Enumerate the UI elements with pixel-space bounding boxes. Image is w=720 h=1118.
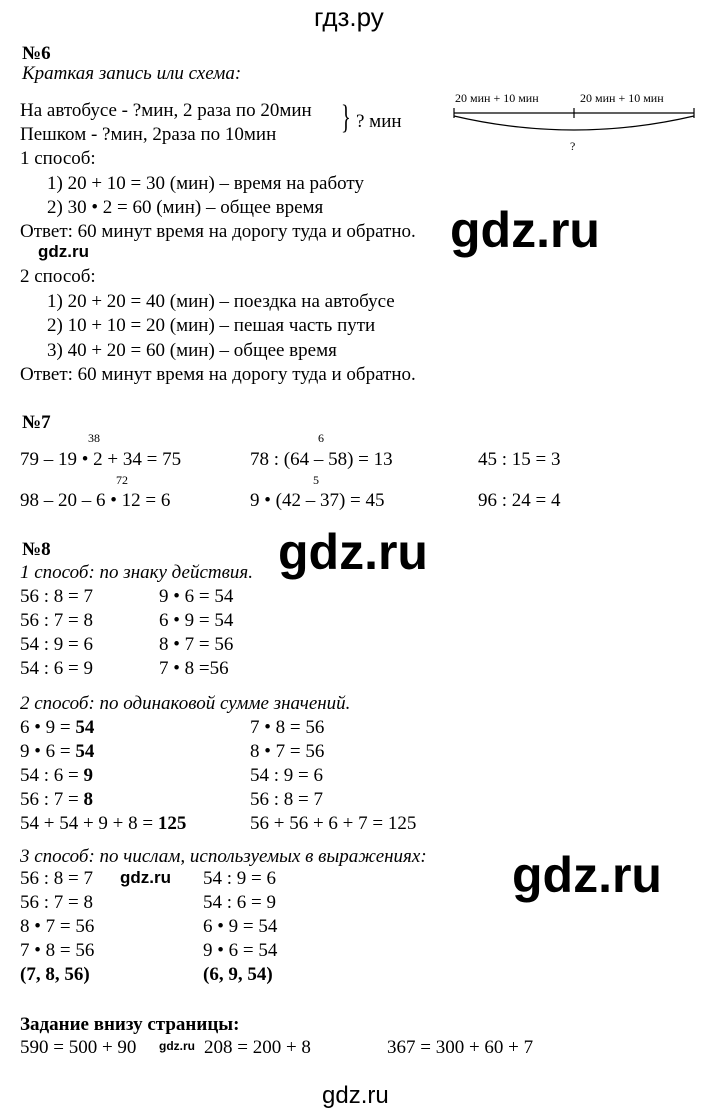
task8-method3-right: 54 : 6 = 9 <box>203 892 276 913</box>
footer-watermark: gdz.ru <box>322 1082 389 1109</box>
task8-method2-left: 54 + 54 + 9 + 8 = 125 <box>20 813 187 834</box>
task8-method3-label: 3 способ: по числам, используемых в выражениях: <box>20 846 427 867</box>
task8-method1-right: 6 • 9 = 54 <box>159 610 234 631</box>
task8-method3-right-summary: (6, 9, 54) <box>203 964 273 985</box>
task7-expr: 79 – 19 • 2 + 34 = 75 <box>20 449 182 470</box>
task8-method2-label: 2 способ: по одинаковой сумме значений. <box>20 693 351 714</box>
task7-expr: 9 • (42 – 37) = 45 <box>250 490 385 511</box>
task6-method2-step: 3) 40 + 20 = 60 (мин) – общее время <box>47 340 337 361</box>
task6-method1-label: 1 способ: <box>20 148 96 169</box>
segment-diagram <box>452 104 698 144</box>
task6-method2-step: 1) 20 + 20 = 40 (мин) – поездка на автобусе <box>47 291 395 312</box>
task8-method2-left: 6 • 9 = 54 <box>20 717 95 738</box>
task6-bus-line: На автобусе - ?мин, 2 раза по 20мин <box>20 100 312 121</box>
task8-method2-right: 8 • 7 = 56 <box>250 741 325 762</box>
watermark-small: gdz.ru <box>120 868 171 887</box>
task7-expr: 78 : (64 – 58) = 13 <box>250 449 393 470</box>
task6-method2-answer: Ответ: 60 минут время на дорогу туда и обратно. <box>20 364 416 385</box>
task7-note: 72 <box>116 473 128 487</box>
watermark-large: gdz.ru <box>450 202 600 258</box>
task8-method1-left: 56 : 8 = 7 <box>20 586 93 607</box>
task8-method3-left-summary: (7, 8, 56) <box>20 964 90 985</box>
task8-method1-right: 9 • 6 = 54 <box>159 586 234 607</box>
watermark-large: gdz.ru <box>512 847 662 903</box>
task8-method3-left: 56 : 8 = 7 <box>20 868 93 889</box>
task7-expr: 98 – 20 – 6 • 12 = 6 <box>20 490 171 511</box>
task8-method3-left: 7 • 8 = 56 <box>20 940 95 961</box>
task7-expr: 96 : 24 = 4 <box>478 490 561 511</box>
task8-method1-left: 56 : 7 = 8 <box>20 610 93 631</box>
task6-title: №6 <box>22 43 51 64</box>
brace-question: ? мин <box>356 111 402 132</box>
task8-method2-right: 56 : 8 = 7 <box>250 789 323 810</box>
task6-method2-step: 2) 10 + 10 = 20 (мин) – пешая часть пути <box>47 315 376 336</box>
task8-title: №8 <box>22 539 51 560</box>
task8-method3-right: 6 • 9 = 54 <box>203 916 278 937</box>
site-header: гдз.ру <box>314 2 384 32</box>
watermark-tiny: gdz.ru <box>159 1039 195 1053</box>
task8-method3-right: 9 • 6 = 54 <box>203 940 278 961</box>
task8-method3-left: 8 • 7 = 56 <box>20 916 95 937</box>
task8-method2-left: 54 : 6 = 9 <box>20 765 93 786</box>
task8-method1-left: 54 : 6 = 9 <box>20 658 93 679</box>
task7-note: 5 <box>313 473 319 487</box>
task8-method1-right: 8 • 7 = 56 <box>159 634 234 655</box>
watermark-large: gdz.ru <box>278 524 428 580</box>
task7-note: 38 <box>88 431 100 445</box>
task6-method2-label: 2 способ: <box>20 266 96 287</box>
task7-expr: 45 : 15 = 3 <box>478 449 561 470</box>
task8-method1-label: 1 способ: по знаку действия. <box>20 562 253 583</box>
diagram-total-label: ? <box>570 139 576 153</box>
task8-method1-left: 54 : 9 = 6 <box>20 634 93 655</box>
task6-walk-line: Пешком - ?мин, 2раза по 10мин <box>20 124 277 145</box>
task8-method3-right: 54 : 9 = 6 <box>203 868 276 889</box>
task8-method2-right: 7 • 8 = 56 <box>250 717 325 738</box>
diagram-segment-label-2: 20 мин + 10 мин <box>580 91 664 105</box>
curly-brace: } <box>341 99 351 136</box>
task8-method1-right: 7 • 8 =56 <box>159 658 229 679</box>
task7-title: №7 <box>22 412 51 433</box>
bottom-task-item: 590 = 500 + 90 <box>20 1037 137 1058</box>
bottom-task-item: 208 = 200 + 8 <box>204 1037 311 1058</box>
task8-method3-left: 56 : 7 = 8 <box>20 892 93 913</box>
bottom-task-title: Задание внизу страницы: <box>20 1014 240 1035</box>
task6-method1-step: 2) 30 • 2 = 60 (мин) – общее время <box>47 197 324 218</box>
task8-method2-left: 56 : 7 = 8 <box>20 789 93 810</box>
task6-method1-step: 1) 20 + 10 = 30 (мин) – время на работу <box>47 173 364 194</box>
watermark-small: gdz.ru <box>38 242 89 261</box>
task6-method1-answer: Ответ: 60 минут время на дорогу туда и обратно. <box>20 221 416 242</box>
task8-method2-right: 56 + 56 + 6 + 7 = 125 <box>250 813 417 834</box>
diagram-segment-label-1: 20 мин + 10 мин <box>455 91 539 105</box>
task7-note: 6 <box>318 431 324 445</box>
bottom-task-item: 367 = 300 + 60 + 7 <box>387 1037 534 1058</box>
task6-subtitle: Краткая запись или схема: <box>22 63 242 84</box>
task8-method2-left: 9 • 6 = 54 <box>20 741 95 762</box>
diagram-arc <box>454 116 694 130</box>
task8-method2-right: 54 : 9 = 6 <box>250 765 323 786</box>
